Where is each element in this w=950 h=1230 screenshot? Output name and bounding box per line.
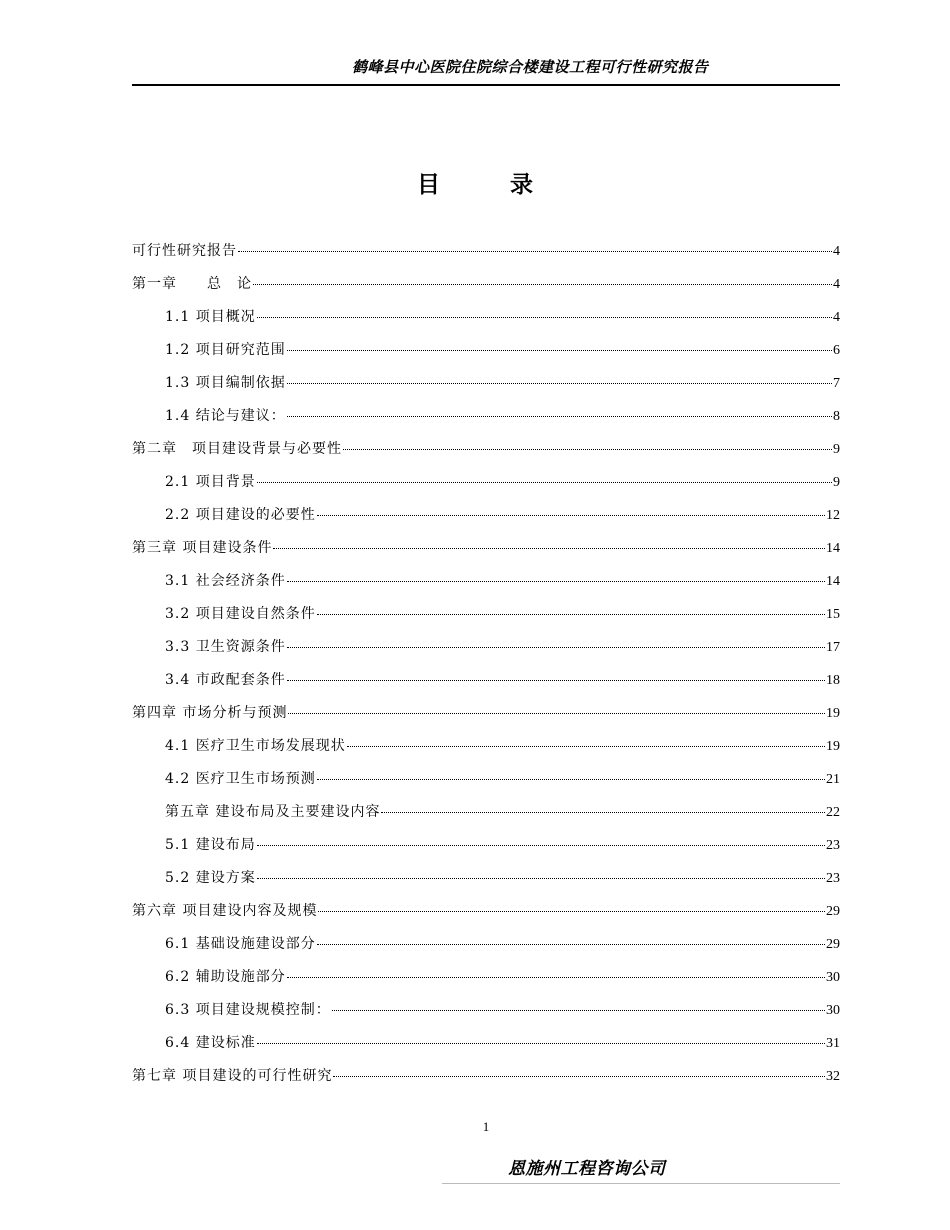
toc-title: 目 录 xyxy=(416,172,533,198)
toc-entry[interactable] xyxy=(132,339,840,372)
toc-entry-title: 5.2 建设方案 xyxy=(165,870,256,886)
toc-dot-leader xyxy=(347,746,825,747)
toc-entry-title: 4.1 医疗卫生市场发展现状 xyxy=(165,738,346,754)
toc-entry[interactable] xyxy=(132,504,840,537)
toc-entry-page: 22 xyxy=(826,805,840,820)
toc-entry-page: 32 xyxy=(826,1069,840,1084)
toc-entry-title: 2.2 项目建设的必要性 xyxy=(165,507,316,523)
toc-entry-page: 19 xyxy=(826,706,840,721)
toc-dot-leader xyxy=(317,515,825,516)
toc-entry[interactable] xyxy=(132,306,840,339)
toc-entry-title: 2.1 项目背景 xyxy=(165,474,256,490)
toc-entry-page: 23 xyxy=(826,838,840,853)
toc-dot-leader xyxy=(257,845,825,846)
toc-entry-title: 3.3 卫生资源条件 xyxy=(165,639,286,655)
footer-rule xyxy=(442,1183,840,1184)
toc-entry-title: 6.4 建设标准 xyxy=(165,1035,256,1051)
toc-entry-page: 14 xyxy=(826,574,840,589)
toc-dot-leader xyxy=(288,713,825,714)
toc-entry-title: 1.3 项目编制依据 xyxy=(165,375,286,391)
toc-entry-title: 第七章 项目建设的可行性研究 xyxy=(132,1068,333,1084)
toc-entry-page: 18 xyxy=(826,673,840,688)
toc-entry[interactable] xyxy=(132,867,840,900)
running-header-title: 鹤峰县中心医院住院综合楼建设工程可行性研究报告 xyxy=(352,58,709,76)
toc-entry-page: 30 xyxy=(826,1003,840,1018)
toc-entry[interactable] xyxy=(132,603,840,636)
toc-dot-leader xyxy=(343,449,832,450)
toc-dot-leader xyxy=(238,251,832,252)
toc-entry[interactable] xyxy=(132,1032,840,1065)
toc-entry[interactable] xyxy=(132,438,840,471)
toc-entry-page: 4 xyxy=(833,244,840,259)
toc-entry-page: 4 xyxy=(833,310,840,325)
toc-entry[interactable] xyxy=(132,702,840,735)
toc-dot-leader xyxy=(257,317,832,318)
toc-dot-leader xyxy=(287,647,825,648)
toc-dot-leader xyxy=(317,779,825,780)
toc-entry-page: 9 xyxy=(833,442,840,457)
toc-dot-leader xyxy=(318,911,825,912)
toc-entry[interactable] xyxy=(132,999,840,1032)
toc-entry-title: 3.4 市政配套条件 xyxy=(165,672,286,688)
toc-entry-page: 7 xyxy=(833,376,840,391)
toc-dot-leader xyxy=(257,878,825,879)
toc-entry-page: 17 xyxy=(826,640,840,655)
toc-entry-title: 4.2 医疗卫生市场预测 xyxy=(165,771,316,787)
toc-entry[interactable] xyxy=(132,240,840,273)
toc-dot-leader xyxy=(257,482,832,483)
toc-entry[interactable] xyxy=(132,801,840,834)
toc-entry-title: 第四章 市场分析与预测 xyxy=(132,705,288,721)
toc-entry-page: 4 xyxy=(833,277,840,292)
toc-dot-leader xyxy=(273,548,825,549)
toc-dot-leader xyxy=(381,812,825,813)
toc-entry-page: 6 xyxy=(833,343,840,358)
toc-entry-title: 6.2 辅助设施部分 xyxy=(165,969,286,985)
toc-entry[interactable] xyxy=(132,834,840,867)
toc-entry-page: 8 xyxy=(833,409,840,424)
toc-entry-page: 14 xyxy=(826,541,840,556)
toc-entry-title: 第六章 项目建设内容及规模 xyxy=(132,903,318,919)
table-of-contents xyxy=(132,240,840,1098)
toc-dot-leader xyxy=(287,680,825,681)
toc-entry-page: 15 xyxy=(826,607,840,622)
toc-entry[interactable] xyxy=(132,768,840,801)
toc-entry-page: 12 xyxy=(826,508,840,523)
toc-entry-title: 第二章 项目建设背景与必要性 xyxy=(132,441,342,457)
toc-entry-title: 第五章 建设布局及主要建设内容 xyxy=(165,804,381,820)
toc-dot-leader xyxy=(287,350,832,351)
toc-entry-title: 3.1 社会经济条件 xyxy=(165,573,286,589)
toc-entry-title: 1.1 项目概况 xyxy=(165,309,256,325)
toc-entry[interactable] xyxy=(132,570,840,603)
toc-dot-leader xyxy=(253,284,832,285)
toc-entry-title: 1.4 结论与建议： xyxy=(165,408,286,424)
toc-entry-page: 29 xyxy=(826,937,840,952)
toc-entry[interactable] xyxy=(132,273,840,306)
toc-entry[interactable] xyxy=(132,636,840,669)
toc-dot-leader xyxy=(287,416,832,417)
toc-entry-page: 19 xyxy=(826,739,840,754)
toc-dot-leader xyxy=(257,1043,825,1044)
toc-entry-title: 1.2 项目研究范围 xyxy=(165,342,286,358)
toc-dot-leader xyxy=(287,977,825,978)
toc-entry[interactable] xyxy=(132,900,840,933)
toc-entry[interactable] xyxy=(132,471,840,504)
toc-entry-title: 5.1 建设布局 xyxy=(165,837,256,853)
header-rule xyxy=(132,84,840,86)
toc-entry[interactable] xyxy=(132,966,840,999)
toc-entry[interactable] xyxy=(132,1065,840,1098)
toc-entry-page: 21 xyxy=(826,772,840,787)
toc-entry[interactable] xyxy=(132,405,840,438)
toc-entry[interactable] xyxy=(132,537,840,570)
toc-entry-page: 30 xyxy=(826,970,840,985)
footer-company-name: 恩施州工程咨询公司 xyxy=(508,1159,666,1179)
toc-entry-page: 23 xyxy=(826,871,840,886)
toc-entry-page: 31 xyxy=(826,1036,840,1051)
toc-entry-title: 3.2 项目建设自然条件 xyxy=(165,606,316,622)
toc-dot-leader xyxy=(287,581,825,582)
toc-entry[interactable] xyxy=(132,669,840,702)
toc-dot-leader xyxy=(317,944,825,945)
toc-dot-leader xyxy=(287,383,832,384)
toc-entry[interactable] xyxy=(132,372,840,405)
toc-entry[interactable] xyxy=(132,735,840,768)
toc-entry-title: 可行性研究报告 xyxy=(132,243,237,259)
toc-dot-leader xyxy=(317,614,825,615)
toc-entry-page: 29 xyxy=(826,904,840,919)
page-number: 1 xyxy=(482,1119,490,1134)
toc-entry-title: 第三章 项目建设条件 xyxy=(132,540,273,556)
toc-entry-title: 6.3 项目建设规模控制： xyxy=(165,1002,331,1018)
toc-entry-title: 6.1 基础设施建设部分 xyxy=(165,936,316,952)
toc-entry[interactable] xyxy=(132,933,840,966)
toc-dot-leader xyxy=(333,1076,825,1077)
toc-entry-page: 9 xyxy=(833,475,840,490)
toc-dot-leader xyxy=(332,1010,825,1011)
toc-entry-title: 第一章 总 论 xyxy=(132,276,252,292)
